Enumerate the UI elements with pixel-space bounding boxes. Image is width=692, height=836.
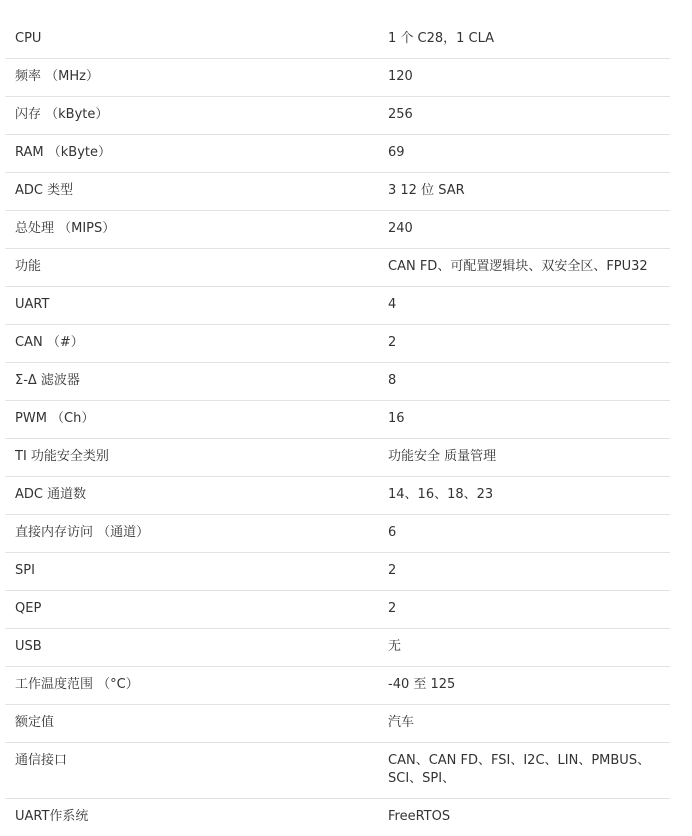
spec-label: SPI [5, 553, 367, 591]
spec-row [5, 743, 670, 799]
spec-label: ADC 通道数 [5, 477, 367, 515]
spec-value: 功能安全 质量管理 [367, 439, 670, 477]
spec-value: 8 [367, 363, 670, 401]
spec-value: 无 [367, 629, 670, 667]
spec-row [5, 591, 670, 629]
spec-value: 16 [367, 401, 670, 439]
spec-row [5, 249, 670, 287]
spec-row [5, 287, 670, 325]
spec-row [5, 477, 670, 515]
spec-value: CAN、CAN FD、FSI、I2C、LIN、PMBUS、SCI、SPI、 [367, 743, 670, 799]
spec-row [5, 553, 670, 591]
spec-row [5, 629, 670, 667]
spec-label: UART [5, 287, 367, 325]
spec-row [5, 21, 670, 59]
spec-table-body [5, 21, 670, 836]
spec-row [5, 211, 670, 249]
spec-row [5, 515, 670, 553]
spec-value: 4 [367, 287, 670, 325]
spec-value: CAN FD、可配置逻辑块、双安全区、FPU32 [367, 249, 670, 287]
spec-row [5, 325, 670, 363]
spec-label: 工作温度范围 （°C） [5, 667, 367, 705]
spec-label: 通信接口 [5, 743, 367, 799]
spec-value: 2 [367, 325, 670, 363]
spec-value: 2 [367, 591, 670, 629]
spec-value: 6 [367, 515, 670, 553]
spec-row [5, 363, 670, 401]
spec-value: FreeRTOS [367, 799, 670, 836]
spec-row [5, 799, 670, 836]
spec-label: 闪存 （kByte） [5, 97, 367, 135]
spec-value: 69 [367, 135, 670, 173]
spec-label: CAN （#） [5, 325, 367, 363]
spec-label: ADC 类型 [5, 173, 367, 211]
spec-table [5, 21, 670, 836]
spec-label: 额定值 [5, 705, 367, 743]
spec-label: 频率 （MHz） [5, 59, 367, 97]
spec-value: 2 [367, 553, 670, 591]
spec-label: TI 功能安全类别 [5, 439, 367, 477]
spec-row [5, 59, 670, 97]
spec-row [5, 401, 670, 439]
spec-label: 功能 [5, 249, 367, 287]
spec-row [5, 173, 670, 211]
spec-value: -40 至 125 [367, 667, 670, 705]
spec-row [5, 667, 670, 705]
spec-value: 1 个 C28，1 CLA [367, 21, 670, 59]
spec-row [5, 135, 670, 173]
spec-value: 120 [367, 59, 670, 97]
spec-label: USB [5, 629, 367, 667]
spec-label: CPU [5, 21, 367, 59]
spec-value: 240 [367, 211, 670, 249]
spec-value: 256 [367, 97, 670, 135]
spec-row [5, 97, 670, 135]
spec-label: Σ-Δ 滤波器 [5, 363, 367, 401]
spec-label: 总处理 （MIPS） [5, 211, 367, 249]
spec-label: PWM （Ch） [5, 401, 367, 439]
spec-value: 3 12 位 SAR [367, 173, 670, 211]
spec-row [5, 439, 670, 477]
spec-label: 直接内存访问 （通道） [5, 515, 367, 553]
spec-row [5, 705, 670, 743]
spec-label: RAM （kByte） [5, 135, 367, 173]
spec-value: 14、16、18、23 [367, 477, 670, 515]
spec-label: UART作系统 [5, 799, 367, 836]
spec-label: QEP [5, 591, 367, 629]
spec-value: 汽车 [367, 705, 670, 743]
